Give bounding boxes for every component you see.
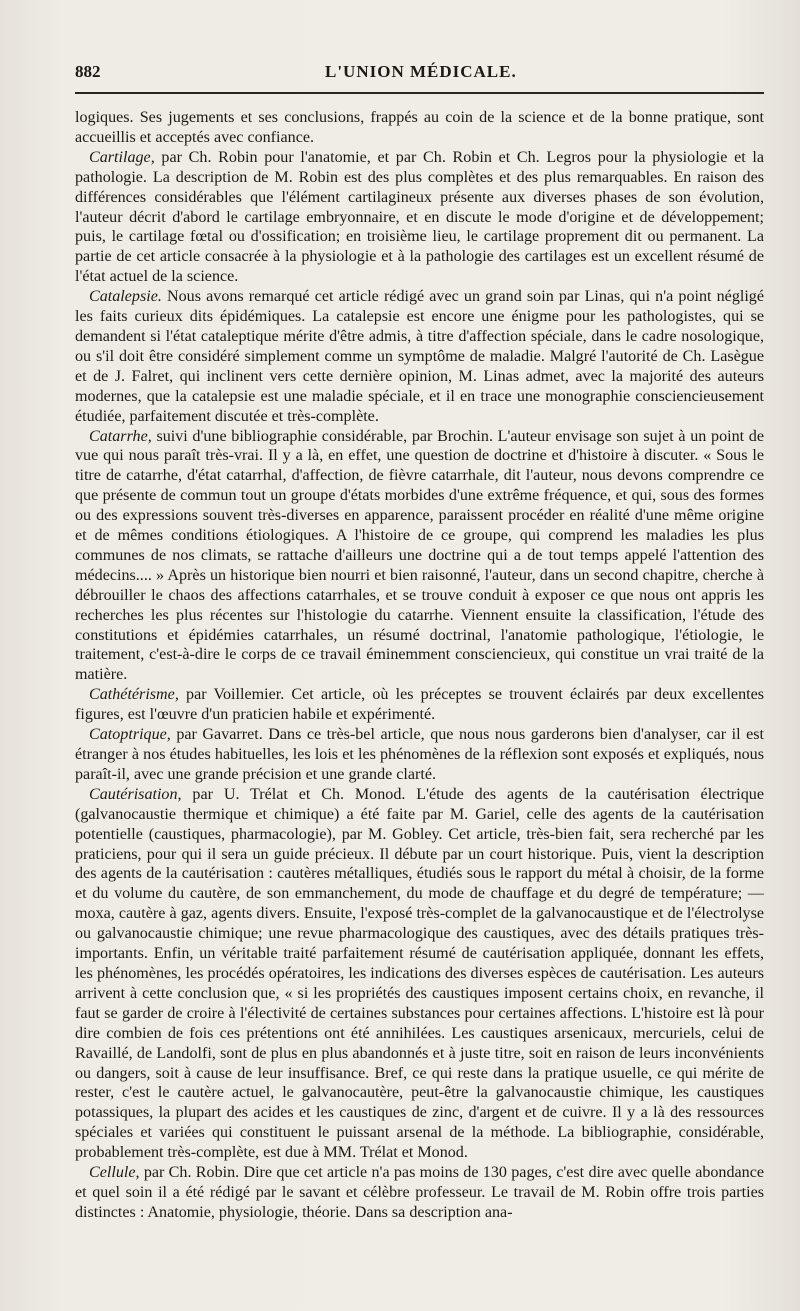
paragraph-text: par Ch. Robin pour l'anatomie, et par Ch. Robin et Ch. Legros pour la physiologie et la pathologie. La description de M. Robin est des plus complètes et des plus remarquables. En raison des différences considérables que l'élément cartilagineux présente aux diverses phases de son évolution, l'auteur décrit d'abord le cartilage embryonnaire, et en discute le mode d'origine et de développement; puis, le cartilage fœtal ou d'ossification; en troisième lieu, le cartilage proprement dit ou permanent. La partie de cet article consacrée à la physiologie et à la pathologie des cartilages est un excellent résumé de l'état actuel de la science. (75, 148, 764, 286)
running-header (75, 62, 764, 94)
entry-catoptrique (75, 725, 764, 785)
article-body (75, 108, 764, 1223)
paragraph-text: par Ch. Robin. Dire que cet article n'a pas moins de 130 pages, c'est dire avec quelle abondance et quel soin il a été rédigé par le savant et célèbre professeur. Le travail de M. Robin offre trois parties distinctes : Anatomie, physiologie, théorie. Dans sa description ana- (75, 1164, 764, 1221)
entry-cartilage (75, 148, 764, 287)
entry-catarrhe (75, 427, 764, 686)
paragraph-text: suivi d'une bibliographie considérable, par Brochin. L'auteur envisage son sujet à un point de vue qui nous paraît très-vrai. Il y a là, en effet, une question de doctrine et d'histoire à discuter. « Sous le titre de catarrhe, d'état catarrhal, d'affection, de fièvre catarrhale, dit l'auteur, nous devons comprendre ce que présente de commun tout un groupe d'états morbides d'une extrême fréquence, et qui, sous des formes ou des expressions souvent très-diverses en apparence, paraissent procéder en réalité d'une même origine et de mêmes conditions étiologiques. A l'histoire de ce groupe, qui comprend les maladies les plus communes de nos climats, se rattache d'ailleurs une doctrine qui a de tout temps appelé l'attention des médecins.... » Après un historique bien nourri et bien raisonné, l'auteur, dans un second chapitre, cherche à débrouiller le chaos des affections catarrhales, et se trouve conduit à exposer ce que nous ont appris les recherches les plus récentes sur l'histologie du catarrhe. Viennent ensuite la classification, l'étude des constitutions et épidémies catarrhales, un résumé doctrinal, l'anatomie pathologique, l'étiologie, le traitement, c'est-à-dire le corps de ce travail éminemment consciencieux, qui constitue un vrai traité de la matière. (75, 427, 764, 684)
paragraph-text: par Voillemier. Cet article, où les préceptes se trouvent éclairés par deux excellentes figures, est l'œuvre d'un praticien habile et expérimenté. (75, 686, 764, 724)
entry-term: Catoptrique, (89, 726, 171, 744)
journal-title: L'UNION MÉDICALE. (325, 62, 517, 81)
entry-term: Cathétérisme, (89, 686, 179, 704)
paragraph-text: par Gavarret. Dans ce très-bel article, que nous nous garderons bien d'analyser, car il est étranger à nos études habituelles, les lois et les phénomènes de la réflexion sont exposés et expliqués, nous paraît-il, avec une grande précision et une grande clarté. (75, 726, 764, 783)
entry-term: Cautérisation, (89, 785, 182, 803)
entry-term: Cellule, (89, 1164, 140, 1182)
entry-cauterisation (75, 785, 764, 1163)
entry-catalepsie (75, 287, 764, 426)
paragraph-text: Nous avons remarqué cet article rédigé avec un grand soin par Linas, qui n'a point négligé les faits curieux dits épidémiques. La catalepsie est encore une énigme pour les pathologistes, qui se demandent si l'état cataleptique mérite d'être admis, à titre d'affection spéciale, dans le cadre nosologique, ou s'il doit être considéré simplement comme un symptôme de maladie. Malgré l'autorité de Ch. Lasègue et de J. Falret, qui inclinent vers cette dernière opinion, M. Linas admet, avec la majorité des auteurs modernes, que la catalepsie est une maladie spéciale, et il en trace une monographie consciencieusement étudiée, parfaitement discutée et très-complète. (75, 288, 764, 425)
entry-catheterisme (75, 685, 764, 725)
entry-term: Cartilage, (89, 148, 155, 166)
entry-term: Catarrhe, (89, 427, 152, 445)
entry-term: Catalepsie. (89, 288, 162, 306)
paragraph-continued (75, 108, 764, 148)
entry-cellule (75, 1163, 764, 1223)
paragraph-text: par U. Trélat et Ch. Monod. L'étude des agents de la cautérisation électrique (galvanocaustie thermique et chimique) a été faite par M. Gariel, celle des agents de la cautérisation potentielle (caustiques, pharmacologie), par M. Gobley. Cet article, très-bien fait, sera recherché par les praticiens, pour qui il sera un guide précieux. Il débute par un court historique. Puis, vient la description des agents de la cautérisation : cautères métalliques, étudiés sous le rapport du métal à choisir, de la forme et du volume du cautère, de son emmanchement, du mode de chauffage et du degré de température; — moxa, cautère à gaz, agents divers. Ensuite, l'exposé très-complet de la galvanocaustique et de l'électrolyse ou galvanocaustie chimique; une revue pharmacologique des caustiques, avec des détails pratiques très-importants. Enfin, un véritable traité parfaitement résumé de cautérisation appliquée, donnant les effets, les phénomènes, les procédés opératoires, les indications des diverses espèces de cautérisation. Les auteurs arrivent à cette conclusion que, « si les propriétés des caustiques imposent certains choix, en revanche, il faut se garder de croire à l'électivité de certaines substances pour certaines affections. L'histoire est là pour dire combien de fois ces prétentions ont été annihilées. Les caustiques arsenicaux, mercuriels, celui de Ravaillé, de Landolfi, sont de plus en plus abandonnés et à juste titre, soit en raison de leurs inconvénients ou dangers, soit à cause de leur insuffisance. Bref, ce qui reste dans la pratique usuelle, ce qui mérite de rester, c'est le cautère actuel, le galvanocautère, peut-être la galvanocaustie chimique, les caustiques potassiques, la plupart des acides et les caustiques de zinc, d'argent et de cuivre. Il y a là des ressources spéciales et variées qui constituent le puissant arsenal de la méthode. La bibliographie, considérable, probablement très-complète, est due à MM. Trélat et Monod. (75, 785, 764, 1162)
paragraph-text: logiques. Ses jugements et ses conclusions, frappés au coin de la science et de la bonne pratique, sont accueillis et acceptés avec confiance. (75, 109, 764, 146)
page-number: 882 (75, 62, 101, 81)
